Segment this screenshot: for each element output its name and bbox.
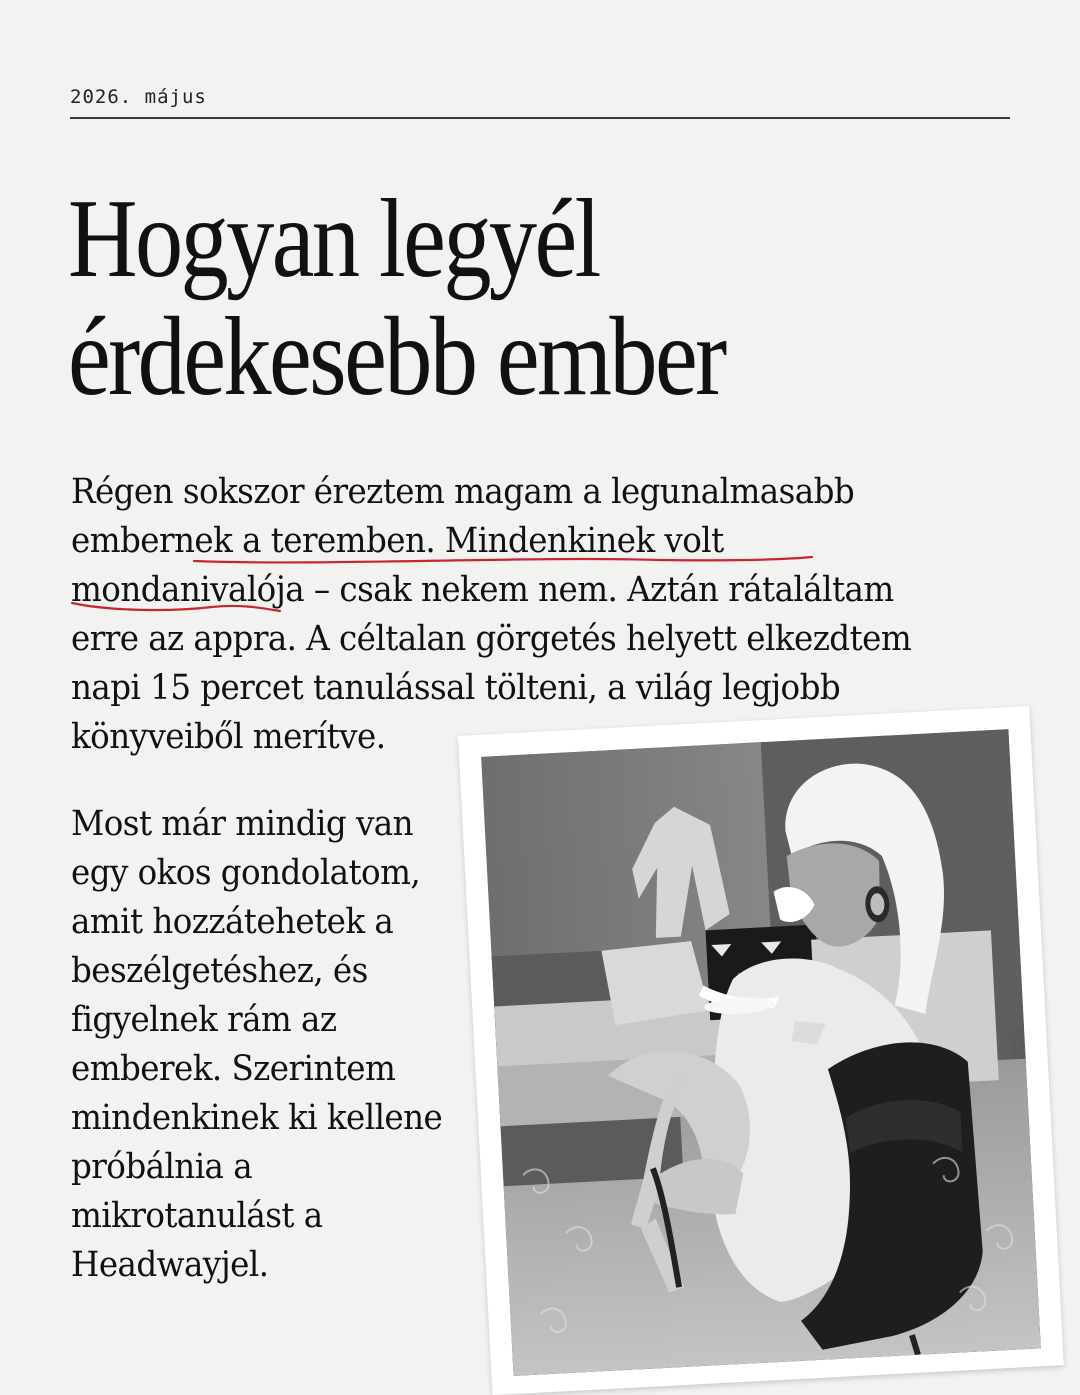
title-line-2: érdekesebb ember xyxy=(68,295,725,419)
testimonial-paragraph: Most már mindig van egy okos gondolatom, amit hozzátehetek a beszélgetéshez, és figyelnek rám az emberek. Szerintem mindenkinek ki kellene próbálnia a mikrotanulást a Headwayjel. xyxy=(71,804,443,1285)
intro-text-start: Régen sokszor éreztem magam a legunalmasabb ember xyxy=(71,472,855,561)
header-divider xyxy=(70,117,1010,119)
intro-text-highlight: nek a teremben. Mindenkinek volt mondanival xyxy=(71,521,724,610)
intro-text-end: ója – csak nekem nem. Aztán rátaláltam erre az appra. A céltalan görgetés helyett elkezdtem napi 15 percet tanulással tölteni, a világ legjobb könyveiből merítve. xyxy=(71,570,912,757)
photo-illustration xyxy=(481,729,1041,1376)
woman-with-coffee-photo xyxy=(481,729,1041,1376)
article-title xyxy=(68,177,725,419)
title-line-1: Hogyan legyél xyxy=(68,177,599,301)
issue-date: 2026. május xyxy=(70,86,207,108)
polaroid-frame xyxy=(458,706,1064,1395)
